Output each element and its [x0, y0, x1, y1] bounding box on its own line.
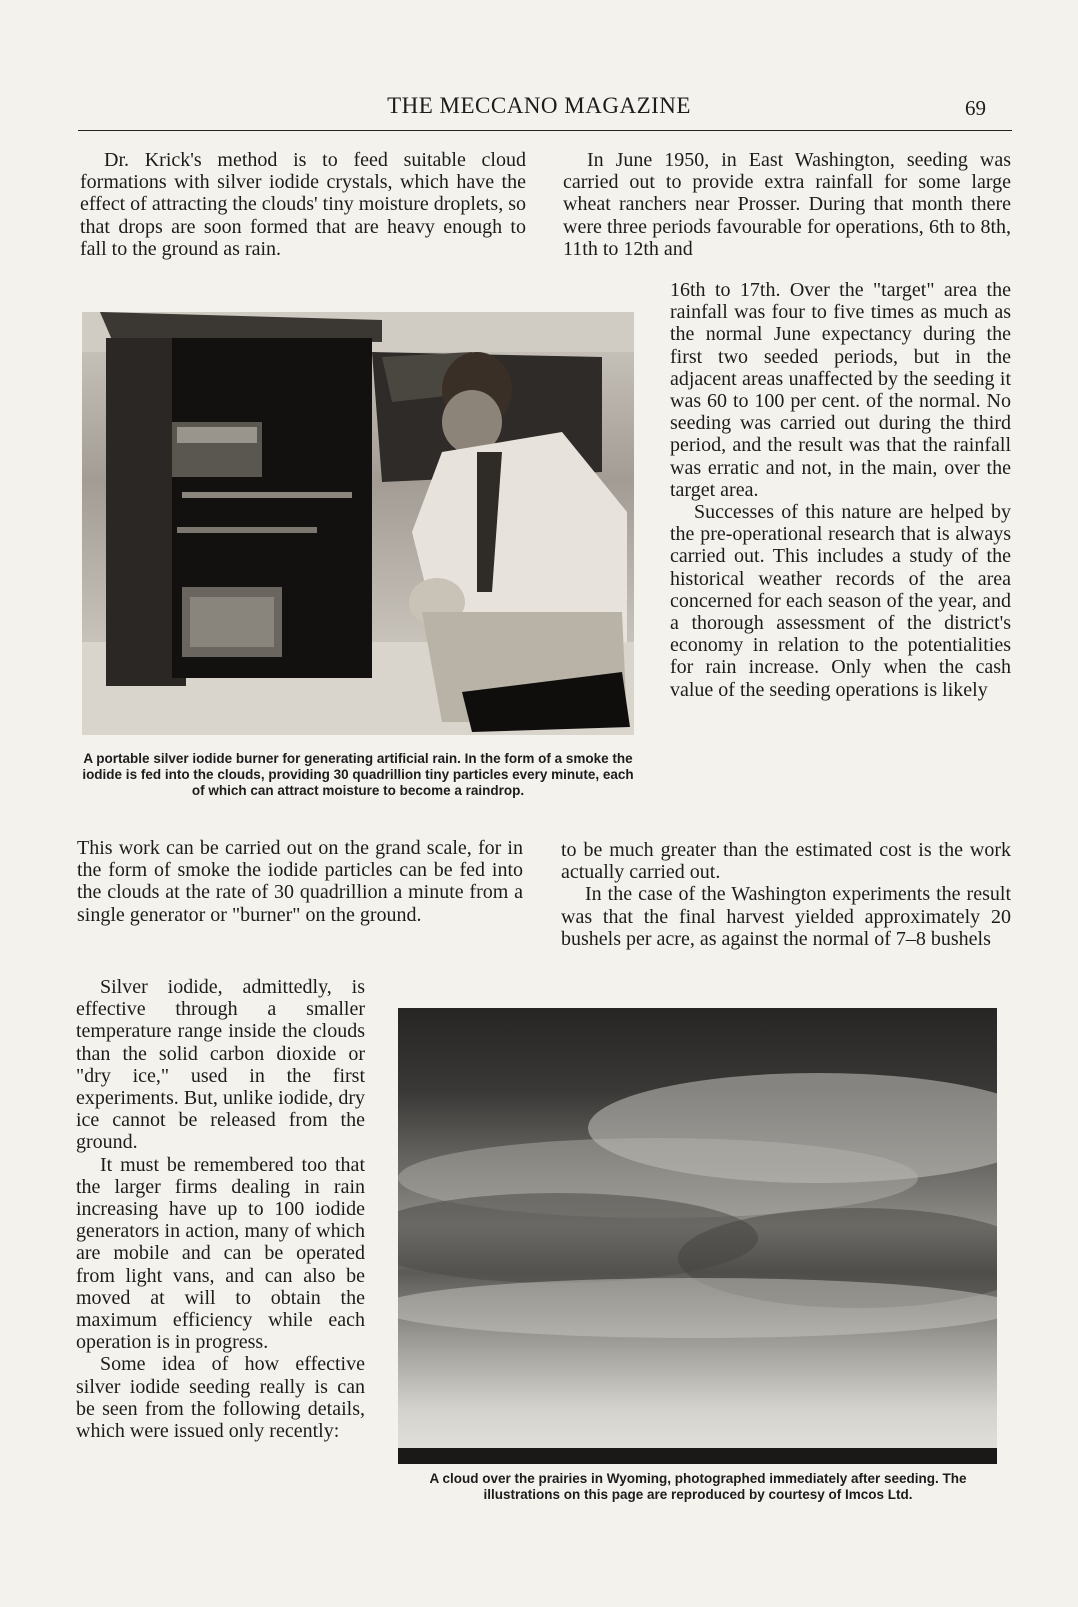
burner-photo [82, 312, 634, 735]
right-column-narrow [670, 279, 1011, 701]
paragraph: In June 1950, in East Washington, seeding was carried out to provide extra rainfall for some large wheat ranchers near Prosser. During that month there were three periods favourable for operations, 6th to 8th, 11th to 12th and [563, 149, 1011, 260]
right-column-middle [561, 839, 1011, 950]
paragraph: Dr. Krick's method is to feed suitable cloud formations with silver iodide crystals, which have the effect of attracting the clouds' tiny moisture droplets, so that drops are soon formed that are heavy enough to fall to the ground as rain. [80, 149, 526, 260]
left-column-middle [77, 837, 523, 926]
paragraph: Successes of this nature are helped by the pre-operational research that is always carried out. This includes a study of the historical weather records of the area concerned for each season of the year, and a thorough assessment of the district's economy in relation to the potentialities for rain increase. Only when the cash value of the seeding operations is likely [670, 501, 1011, 701]
paragraph: Some idea of how effective silver iodide seeding really is can be seen from the following details, which were issued only recently: [76, 1353, 365, 1443]
page-header-title: THE MECCANO MAGAZINE [387, 93, 691, 118]
cloud-photo-image [398, 1008, 997, 1464]
paragraph: to be much greater than the estimated cost is the work actually carried out. [561, 839, 1011, 884]
burner-photo-caption: A portable silver iodide burner for generating artificial rain. In the form of a smoke the iodide is fed into the clouds, providing 30 quadrillion tiny particles every minute, each of which can attract moisture to become a raindrop. [82, 751, 634, 798]
right-column-intro [563, 149, 1011, 260]
header-rule [78, 130, 1012, 131]
paragraph: Silver iodide, admittedly, is effective through a smaller temperature range inside the clouds than the solid carbon dioxide or "dry ice," used in the first experiments. But, unlike iodide, dry ice cannot be released from the ground. [76, 976, 365, 1154]
left-column-intro [80, 149, 526, 260]
paragraph: It must be remembered too that the larger firms dealing in rain increasing have up to 100 iodide generators in action, many of which are mobile and can be operated from light vans, and can also be moved at will to obtain the maximum efficiency while each operation is in progress. [76, 1153, 365, 1354]
paragraph: In the case of the Washington experiments the result was that the final harvest yielded approximately 20 bushels per acre, as against the normal of 7–8 bushels [561, 883, 1011, 950]
page-number: 69 [965, 96, 986, 120]
left-column-narrow [76, 976, 365, 1442]
burner-photo-image [82, 312, 634, 735]
paragraph: 16th to 17th. Over the "target" area the rainfall was four to five times as much as the normal June expectancy during the first two seeded periods, but in the adjacent areas unaffected by the seeding it was 60 to 100 per cent. of the normal. No seeding was carried out during the third period, and the result was that the rainfall was erratic and not, in the main, over the target area. [670, 279, 1011, 501]
paragraph: This work can be carried out on the grand scale, for in the form of smoke the iodide particles can be fed into the clouds at the rate of 30 quadrillion a minute from a single generator or "burner" on the ground. [77, 837, 523, 926]
cloud-photo-caption: A cloud over the prairies in Wyoming, photographed immediately after seeding. The illustrations on this page are reproduced by courtesy of Imcos Ltd. [429, 1471, 967, 1502]
cloud-photo [398, 1008, 997, 1464]
